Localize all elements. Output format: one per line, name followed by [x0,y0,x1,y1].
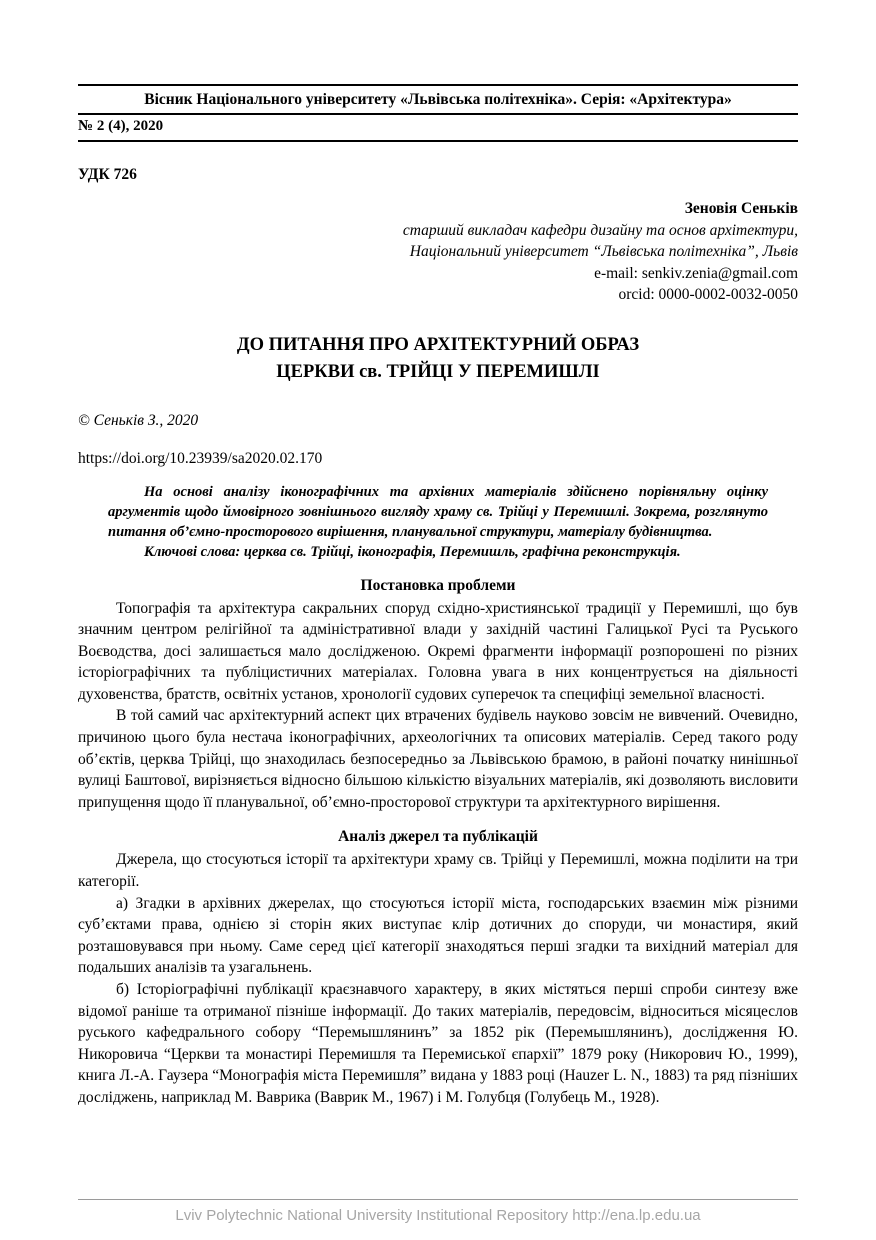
paragraph: Джерела, що стосуються історії та архітектури храму св. Трійці у Перемишлі, можна поділити на три категорії. [78,851,798,891]
journal-title: Вісник Національного університету «Львівська політехніка». Серія: «Архітектура» [78,84,798,115]
abstract-keywords: Ключові слова: церква св. Трійці, іконографія, Перемишль, графічна реконструкція. [144,543,681,560]
abstract-text: На основі аналізу іконографічних та архівних матеріалів здійснено порівняльну оцінку аргументів щодо ймовірного зовнішнього вигляду храму св. Трійці у Перемишлі. Зокрема, розглянуто питання об’ємно-просторового вирішення, планувальної структури, матеріалу будівництва. [108,483,768,540]
paragraph: а) Згадки в архівних джерелах, що стосуються історії міста, господарських взаємин між різними суб’єктами права, однією зі сторін яких виступає клір дотичних до споруди, чи монастиря, який розташовувався при ньому. Саме серед цієї категорії знаходяться перші згадки та вихідний матеріал для подальших аналізів та узагальнень. [78,894,798,977]
footer-divider [78,1199,798,1200]
author-block [78,198,798,306]
paper-title-line2: ЦЕРКВИ св. ТРІЙЦІ У ПЕРЕМИШЛІ [276,361,600,382]
udc-code: УДК 726 [78,166,137,183]
author-position: старший викладач кафедри дизайну та основ архітектури, [402,221,798,239]
copyright-line: © Сеньків З., 2020 [78,411,199,429]
abstract [108,482,768,562]
paper-title [78,332,798,386]
paper-title-line1: ДО ПИТАННЯ ПРО АРХІТЕКТУРНИЙ ОБРАЗ [236,334,640,355]
paragraph: б) Історіографічні публікації краєзнавчого характеру, в яких містяться перші спроби синтезу вже відомої раніше та отриманої пізніше інформації. До таких матеріалів, передовсім, відноситься місяцеслов руського кафедрального собору “Перемышлянинъ” за 1852 рік (Перемышлянинъ), дослідження Ю. Никоровича “Церкви та монастирі Перемишля та Перемиської єпархії” 1879 року (Никорович Ю., 1999), книга Л.-А. Гаузера “Монографія міста Перемишля” видана у 1883 році (Hauzer L. N., 1883) та ряд пізніших досліджень, наприклад М. Ваврика (Ваврик М., 1967) і М. Голубця (Голубець М., 1928). [78,981,798,1106]
repository-footer-text: Lviv Polytechnic National University Institutional Repository http://ena.lp.edu.ua [175,1207,701,1224]
repository-footer [78,1199,798,1224]
author-email-link[interactable]: e-mail: senkiv.zenia@gmail.com [594,264,798,282]
author-orcid: orcid: 0000-0002-0032-0050 [618,286,798,303]
journal-issue: № 2 (4), 2020 [78,115,798,142]
section-heading-problem-statement: Постановка проблеми [360,576,516,594]
section-heading-sources-analysis: Аналіз джерел та публікацій [338,828,538,846]
author-affiliation: Національний університет “Львівська політехніка”, Львів [409,243,798,260]
author-name: Зеновія Сеньків [684,200,798,217]
paragraph: В той самий час архітектурний аспект цих втрачених будівель науково зовсім не вивчений. Очевидно, причиною цього була нестача іконографічних, археологічних та описових матеріалів. Серед такого роду об’єктів, церква Трійці, що знаходилась безпосередньо за Львівською брамою, в районі початку нинішньої вулиці Баштової, вирізняється відносно більшою кількістю візуальних матеріалів, які дозволяють висловити припущення щодо її планувальної, об’ємно-просторової структури та архітектурного вирішення. [78,707,798,811]
doi-link[interactable]: https://doi.org/10.23939/sa2020.02.170 [78,449,323,467]
paragraph: Топографія та архітектура сакральних споруд східно-християнської традиції у Перемишлі, що був значним центром релігійної та адміністративної влади у західній частині Галицької Русі та Руського Воєводства, досі залишається мало дослідженою. Окремі фрагменти інформації розпорошені по різних історіографічних та публіцистичних матеріалах. Головна увага в них концентрується на діяльності духовенства, братств, освітніх установ, хронології судових суперечок та специфіці земельної власності. [78,599,798,703]
journal-header [78,84,798,142]
